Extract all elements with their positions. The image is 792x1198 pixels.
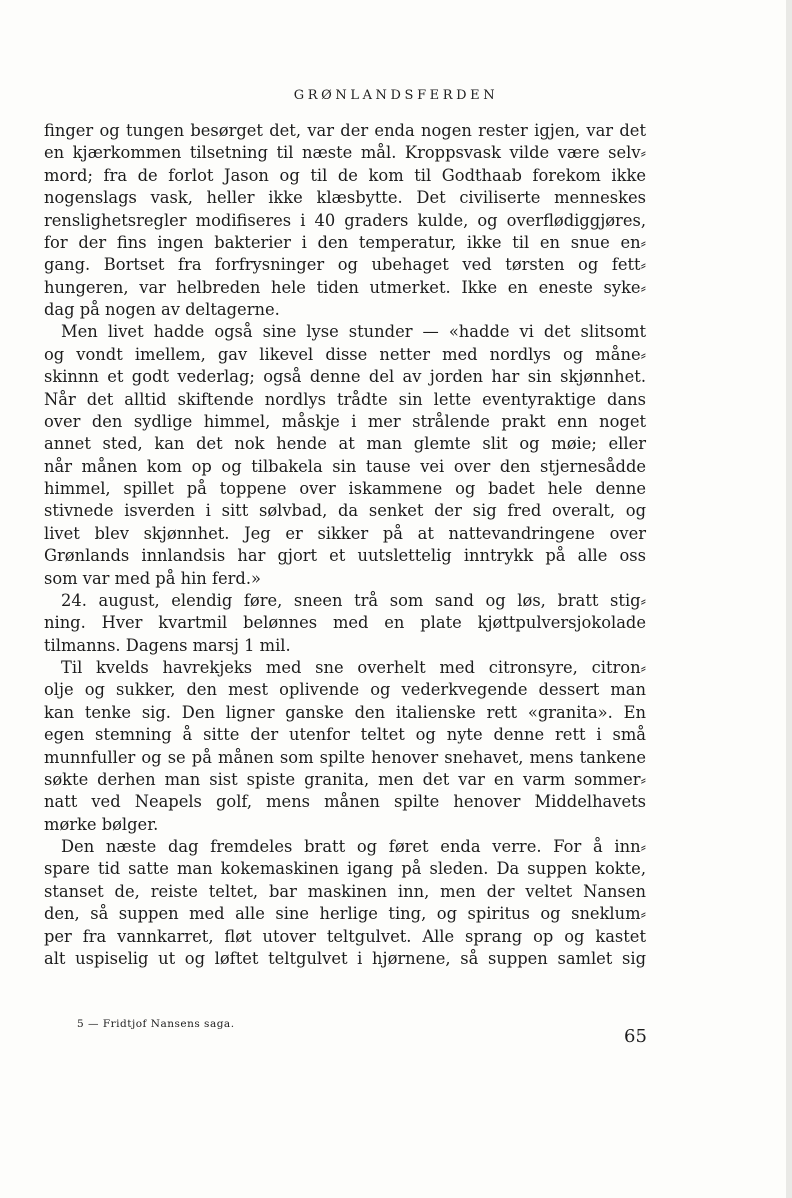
text-line: Grønlands innlandsis har gjort et uutslettelig inntrykk på alle oss — [44, 546, 646, 566]
text-line: olje og sukker, den mest oplivende og vederkvegende dessert man — [44, 680, 646, 700]
text-line: annet sted, kan det nok hende at man glemte slit og møie; eller — [44, 434, 646, 454]
running-header: GRØNLANDSFERDEN — [293, 88, 499, 103]
text-line: for der fins ingen bakterier i den temperatur, ikke til en snue en⸗ — [44, 232, 646, 252]
text-line: ning. Hver kvartmil belønnes med en plate kjøttpulversjokolade — [44, 613, 646, 633]
text-line: når månen kom op og tilbakela sin tause vei over den stjernesådde — [44, 456, 646, 476]
text-line: og vondt imellem, gav likevel disse netter med nordlys og måne⸗ — [44, 344, 646, 364]
text-line: nogenslags vask, heller ikke klæsbytte. Det civiliserte menneskes — [44, 188, 646, 208]
text-line: tilmanns. Dagens marsj 1 mil. — [44, 635, 291, 655]
text-line: natt ved Neapels golf, mens månen spilte henover Middelhavets — [44, 792, 646, 812]
page-edge — [786, 0, 792, 1198]
signature-mark: 5 — Fridtjof Nansens saga. — [77, 1018, 235, 1030]
text-line: Men livet hadde også sine lyse stunder — «hadde vi det slitsomt — [61, 322, 646, 342]
body-text — [44, 120, 646, 970]
text-line: gang. Bortset fra forfrysninger og ubehaget ved tørsten og fett⸗ — [44, 255, 646, 275]
text-line: spare tid satte man kokemaskinen igang på sleden. Da suppen kokte, — [44, 859, 646, 879]
text-line: hungeren, var helbreden hele tiden utmerket. Ikke en eneste syke⸗ — [44, 277, 646, 297]
text-line: per fra vannkarret, fløt utover teltgulvet. Alle sprang op og kastet — [44, 926, 646, 946]
text-line: skinnn et godt vederlag; også denne del av jorden har sin skjønnhet. — [44, 367, 646, 387]
text-line: kan tenke sig. Den ligner ganske den italienske rett «granita». En — [44, 702, 646, 722]
text-line: mørke bølger. — [44, 814, 159, 834]
text-line: stivnede isverden i sitt sølvbad, da senket der sig fred overalt, og — [44, 501, 646, 521]
text-line: dag på nogen av deltagerne. — [44, 300, 280, 319]
text-line: egen stemning å sitte der utenfor teltet og nyte denne rett i små — [44, 725, 646, 745]
text-line: 24. august, elendig føre, sneen trå som sand og løs, bratt stig⸗ — [61, 590, 646, 610]
page-number: 65 — [624, 1026, 647, 1047]
text-line: som var med på hin ferd.» — [44, 568, 261, 588]
text-line: munnfuller og se på månen som spilte henover snehavet, mens tankene — [44, 747, 646, 767]
text-line: himmel, spillet på toppene over iskammene og badet hele denne — [44, 479, 646, 498]
text-line: Den næste dag fremdeles bratt og føret enda verre. For å inn⸗ — [61, 837, 646, 856]
text-line: finger og tungen besørget det, var der enda nogen rester igjen, var det — [44, 121, 646, 140]
text-line: livet blev skjønnhet. Jeg er sikker på at nattevandringene over — [44, 523, 646, 543]
text-line: en kjærkommen tilsetning til næste mål. Kroppsvask vilde være selv⸗ — [44, 143, 646, 163]
text-line: Til kvelds havrekjeks med sne overhelt med citronsyre, citron⸗ — [61, 658, 646, 677]
text-line: over den sydlige himmel, måskje i mer strålende prakt enn noget — [44, 411, 646, 431]
text-line: den, så suppen med alle sine herlige ting, og spiritus og sneklum⸗ — [44, 904, 646, 924]
text-line: Når det alltid skiftende nordlys trådte sin lette eventyraktige dans — [44, 389, 646, 409]
text-line: alt uspiselig ut og løftet teltgulvet i hjørnene, så suppen samlet sig — [44, 948, 646, 968]
text-line: søkte derhen man sist spiste granita, men det var en varm sommer⸗ — [44, 769, 646, 789]
text-line: stanset de, reiste teltet, bar maskinen inn, men der veltet Nansen — [44, 881, 646, 901]
text-line: renslighetsregler modifiseres i 40 graders kulde, og overflødiggjøres, — [44, 210, 646, 230]
text-line: mord; fra de forlot Jason og til de kom til Godthaab forekom ikke — [44, 165, 646, 185]
